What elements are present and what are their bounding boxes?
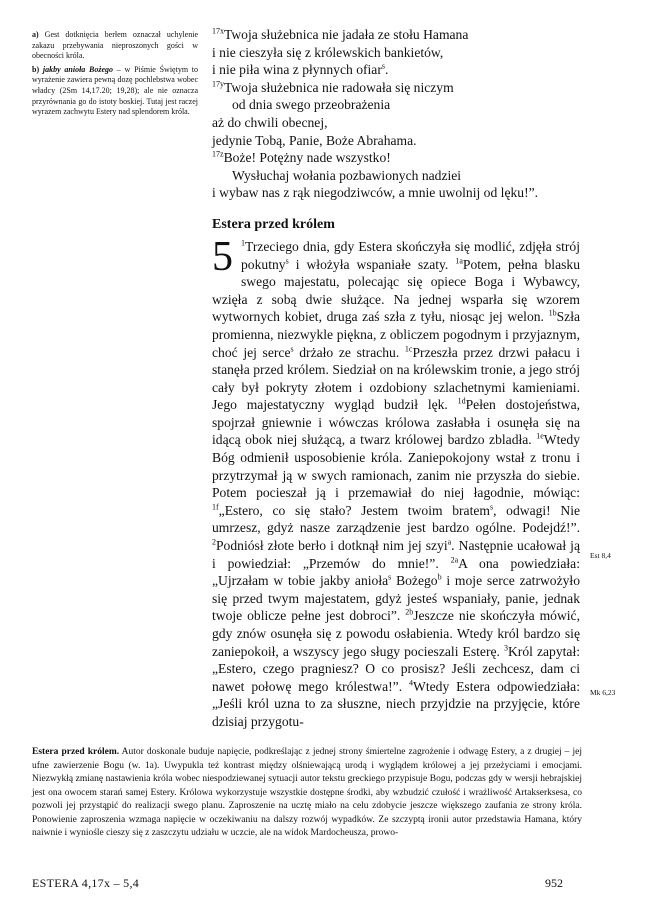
- footnote-ref: jakby anioła Bożego: [42, 64, 114, 74]
- verse-number: 4: [409, 678, 413, 688]
- verse-number: 1a: [455, 256, 463, 265]
- verse-text: i nie piła wina z płynnych ofiar: [212, 62, 382, 78]
- verse-number: 1e: [536, 431, 544, 441]
- main-text: [212, 26, 580, 731]
- verse-text: i nie cieszyła się z królewskich bankietów,: [212, 44, 444, 60]
- commentary-title: Estera przed królem.: [32, 747, 120, 757]
- footnote-marker: s: [290, 343, 294, 353]
- footnote-marker: s: [381, 61, 385, 71]
- verse-number: 2a: [450, 555, 459, 565]
- verse-text: Podniósł złote berło i dotknął nim jej szyi: [216, 538, 448, 554]
- verse-text: Jeszcze nie skończyła mówić, gdy znów osunęła się z powodu osłabienia. Wtedy król bardzo się zaniepokoił, a wszyscy jego sługy pocieszali Esterę.: [212, 608, 580, 659]
- verse-text: Bożego: [391, 573, 438, 589]
- footnotes: [32, 30, 198, 121]
- footnote-b: [32, 65, 198, 118]
- verse-number: 1b: [548, 308, 557, 318]
- verse-number: 1c: [404, 343, 413, 353]
- chapter-text: [212, 233, 581, 731]
- verse-text: Twoja służebnica nie radowała się niczym: [224, 79, 454, 95]
- running-footer: ESTERA 4,17x – 5,4: [32, 876, 140, 890]
- poem-line: [212, 132, 580, 150]
- verse-text: jedynie Tobą, Panie, Boże Abrahama.: [212, 132, 417, 148]
- footnote-marker: s: [489, 502, 494, 512]
- footnote-marker: a: [447, 537, 452, 547]
- verse-number: 1d: [457, 396, 466, 406]
- footnote-label: a): [32, 30, 39, 39]
- commentary-text: Autor doskonale buduje napięcie, podkreślając z jednej strony śmiertelne zagrożenie i odwagę Estery, a z drugiej – jej ufne zawierzenie Bogu (w. 1a). Uwypukla też kontrast między olśniewającą urodą i wyglądem królowej a jej przeżyciami i emocjami. Niezwykłą zmianę nastawienia króla wobec niespodziewanej sytuacji autor tekstu greckiego przypisuje Bogu, podczas gdy w wersji hebrajskiej jest ona owocem starań samej Estery. Królowa wykorzystuje wszystkie dostępne środki, aby wzbudzić czułość i wrażliwość Artakserksesa, co pozwoli jej przystąpić do realizacji swego planu. Zaproszenie na ucztę miało na celu zdobycie jeszcze większego zaufania ze strony króla. Ponowienie zaproszenia wzmaga napięcie w oczekiwaniu na dalszy rozwój wypadków. Ze szczyptą ironii autor przedstawia Hamana, który naiwnie i wyniośle cieszy się z zaszczytu udziału w uczcie, ale na widok Mardocheusza, prowo-: [32, 747, 582, 838]
- poem-line: [212, 96, 580, 114]
- verse-number: 2: [212, 537, 216, 547]
- footnote-text: Gest dotknięcia berłem oznaczał uchylenie zakazu przebywania nieproszonych gości w obecności króla.: [32, 30, 198, 61]
- footnote-label: b): [32, 64, 40, 74]
- poem-line: [212, 167, 580, 185]
- verse-text: A ona powiedziała: „Ujrzałam w tobie jakby anioła: [212, 555, 580, 589]
- cross-reference: Mk 6,23: [590, 688, 616, 697]
- verse-number: 17y: [212, 79, 224, 89]
- verse-text: i wybaw nas z rąk niegodziwców, a mnie uwolnij od lęku!”.: [212, 185, 539, 201]
- chapter-number: 5: [212, 233, 233, 280]
- verse-text: Wysłuchaj wołania pozbawionych nadziei: [232, 167, 462, 183]
- verse-number: 1: [241, 238, 245, 248]
- verse-text: Pełen dostojeństwa, spojrzał gniewnie i wówczas królowa zasłabła i osunęła się na idącą obok niej służącą, a twarz królowej bardzo zbladła.: [212, 397, 580, 448]
- verse-text: .: [385, 62, 389, 78]
- poem-line: [212, 61, 580, 79]
- verse-number: 1f: [212, 502, 219, 512]
- verse-text: Twoja służebnica nie jadała ze stołu Hamana: [224, 27, 469, 42]
- poem-line: [212, 79, 580, 97]
- verse-text: aż do chwili obecnej,: [212, 114, 328, 130]
- verse-text: drżało ze strachu.: [293, 344, 405, 360]
- verse-text: Wtedy Bóg odmienił usposobienie króla. Zaniepokojony wstał z tronu i przytrzymał ją w swych ramionach, zanim nie przyszła do siebie. Potem pocieszał ją i przemawiał do niej łagodnie, mówiąc:: [212, 432, 580, 501]
- footnote-marker: b: [437, 572, 442, 582]
- verse-text: Król zapytał: „Estero, czego pragniesz? O co prosisz? Jeśli zechcesz, dam ci nawet połowę mego królestwa!”.: [212, 643, 580, 694]
- verse-number: 17x: [212, 26, 224, 36]
- section-title: Estera przed królem: [212, 216, 335, 232]
- footnote-a: [32, 30, 198, 62]
- verse-text: , odwagi! Nie umrzesz, gdyż nasze zarządzenie jest bardzo ogólne. Podejdź!”.: [212, 502, 581, 536]
- verse-number: 17z: [212, 149, 224, 159]
- poem-line: [212, 114, 580, 132]
- footnote-marker: s: [388, 572, 392, 582]
- poem-line: [212, 184, 580, 202]
- verse-text: Potem, pełna blasku swego majestatu, polecając się opiece Boga i Wybawcy, wzięła z sobą dwie służące. Na jednej wsparła się wzorem wytwornych kobiet, druga zaś szła z tyłu, niosąc jej welon.: [212, 256, 580, 325]
- verse-text: Boże! Potężny nade wszystko!: [223, 150, 391, 166]
- footnote-text: – w Piśmie Świętym to wyrażenie zawiera pewną dozę pochlebstwa wobec władcy (2Sm 14,17.20; 19,28); ale nie oznacza przyrównania go do istoty boskiej. Tutaj jest raczej wyrazem zachwytu Estery nad splendorem króla.: [32, 64, 199, 117]
- footnote-marker: s: [285, 256, 289, 265]
- verse-text: od dnia swego przeobrażenia: [232, 97, 391, 113]
- verse-number: 3: [503, 643, 508, 653]
- commentary: [32, 746, 582, 841]
- verse-text: Wtedy Estera odpowiedziała: „Jeśli król uzna to za słuszne, niech przyjdzie na przyjęcie, które dzisiaj przygotu-: [212, 678, 580, 729]
- verse-text: Przeszła przez drzwi pałacu i stanęła przed królem. Siedział on na królewskim tronie, a jego strój cały był pokryty złotem i ozdobiony szlachetnymi kamieniami. Jego majestatyczny wygląd budził lęk.: [212, 344, 581, 413]
- verse-text: Szła promienna, niezwykle piękna, z obliczem pogodnym i przyjaznym, choć jej serce: [212, 309, 580, 360]
- page-number: 952: [545, 876, 563, 890]
- verse-text: Trzeciego dnia, gdy Estera skończyła się modlić, zdjęła strój pokutny: [241, 238, 580, 272]
- poem-block: [212, 26, 580, 202]
- verse-number: 2b: [405, 607, 414, 617]
- poem-line: [212, 44, 580, 62]
- verse-text: „Estero, co się stało? Jestem twoim bratem: [218, 502, 490, 518]
- poem-line: [212, 149, 580, 167]
- verse-text: i włożyła wspaniałe szaty.: [288, 256, 456, 272]
- verse-text: . Następnie ucałował ją i powiedział: „Przemów do mnie!”.: [212, 538, 580, 571]
- cross-reference: Est 8,4: [590, 551, 611, 560]
- verse-text: i moje serce zatrwożyło się przed twym majestatem, gdyż jesteś wspaniały, panie, jednak twoje oblicze pełne jest dobroci”.: [212, 573, 580, 624]
- poem-line: [212, 26, 580, 44]
